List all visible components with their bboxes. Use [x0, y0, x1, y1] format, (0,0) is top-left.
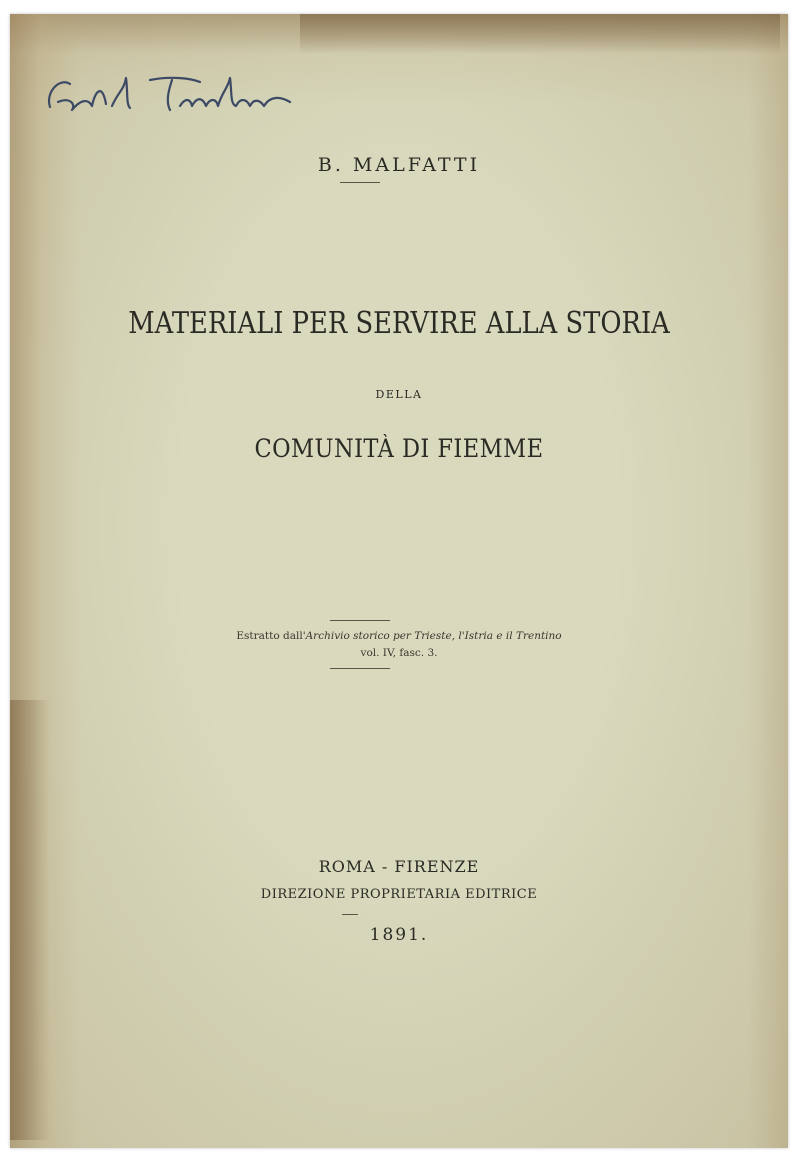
- publication-city: ROMA - FIRENZE: [318, 857, 480, 876]
- paper-stain-left: [10, 700, 50, 1140]
- extract-prefix: Estratto dall': [236, 630, 306, 642]
- extract-note: [10, 628, 788, 662]
- extract-journal: Archivio storico per Trieste, l'Istria e il Trentino: [305, 630, 562, 642]
- book-subtitle: COMUNITÀ DI FIEMME: [254, 434, 544, 463]
- handwritten-note-signature: [40, 62, 340, 132]
- author-divider: [340, 182, 380, 183]
- paper-stain-top: [300, 14, 780, 54]
- publisher-divider: [342, 914, 358, 915]
- publisher-name: DIREZIONE PROPRIETARIA EDITRICE: [260, 887, 538, 902]
- book-cover: [10, 14, 788, 1148]
- extract-top-divider: [330, 620, 390, 621]
- book-title: MATERIALI PER SERVIRE ALLA STORIA: [128, 306, 670, 341]
- extract-volume: vol. IV, fasc. 3.: [360, 647, 438, 659]
- author-name: B. MALFATTI: [317, 154, 481, 176]
- publication-year: 1891.: [369, 925, 429, 945]
- title-connector: DELLA: [375, 388, 423, 401]
- extract-bottom-divider: [330, 668, 390, 669]
- extract-line-1: [10, 628, 788, 645]
